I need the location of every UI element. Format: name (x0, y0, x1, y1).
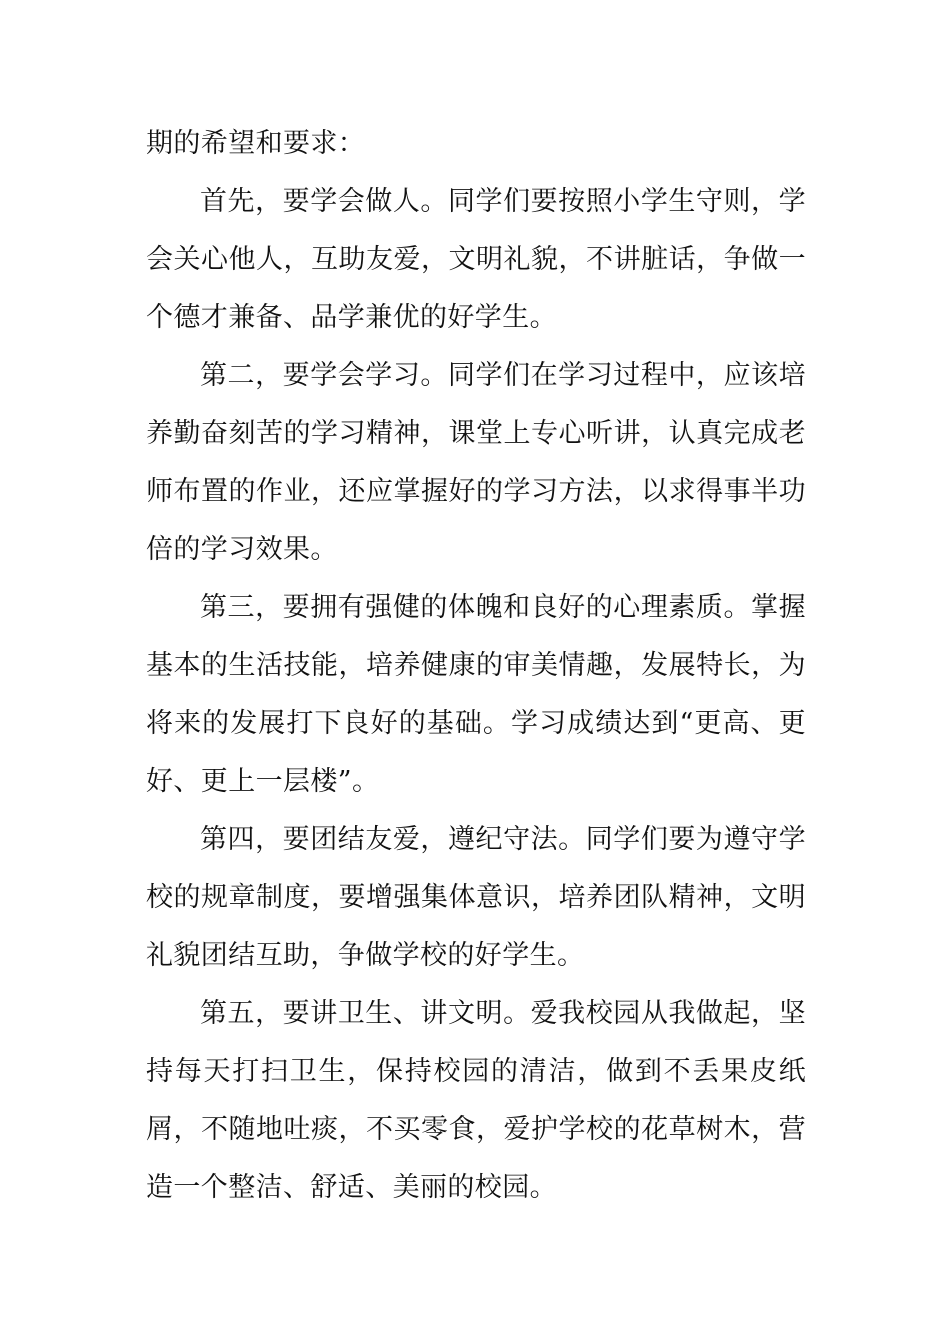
paragraph-fifth-point: 第五，要讲卫生、讲文明。爱我校园从我做起，坚持每天打扫卫生，保持校园的清洁，做到不丢果皮纸屑，不随地吐痰，不买零食，爱护学校的花草树木，营造一个整洁、舒适、美丽的校园。 (146, 998, 806, 1203)
paragraph-second-point: 第二，要学会学习。同学们在学习过程中，应该培养勤奋刻苦的学习精神，课堂上专心听讲，认真完成老师布置的作业，还应掌握好的学习方法，以求得事半功倍的学习效果。 (146, 360, 806, 565)
document-body (146, 115, 806, 1217)
paragraph-fourth-point: 第四，要团结友爱，遵纪守法。同学们要为遵守学校的规章制度，要增强集体意识，培养团队精神，文明礼貌团结互助，争做学校的好学生。 (146, 824, 806, 971)
paragraph-third-point: 第三，要拥有强健的体魄和良好的心理素质。掌握基本的生活技能，培养健康的审美情趣，发展特长，为将来的发展打下良好的基础。学习成绩达到“更高、更好、更上一层楼”。 (146, 592, 806, 797)
paragraph-first-point: 首先，要学会做人。同学们要按照小学生守则，学会关心他人，互助友爱，文明礼貌，不讲脏话，争做一个德才兼备、品学兼优的好学生。 (146, 186, 806, 333)
paragraph-continuation: 期的希望和要求： (146, 128, 366, 159)
